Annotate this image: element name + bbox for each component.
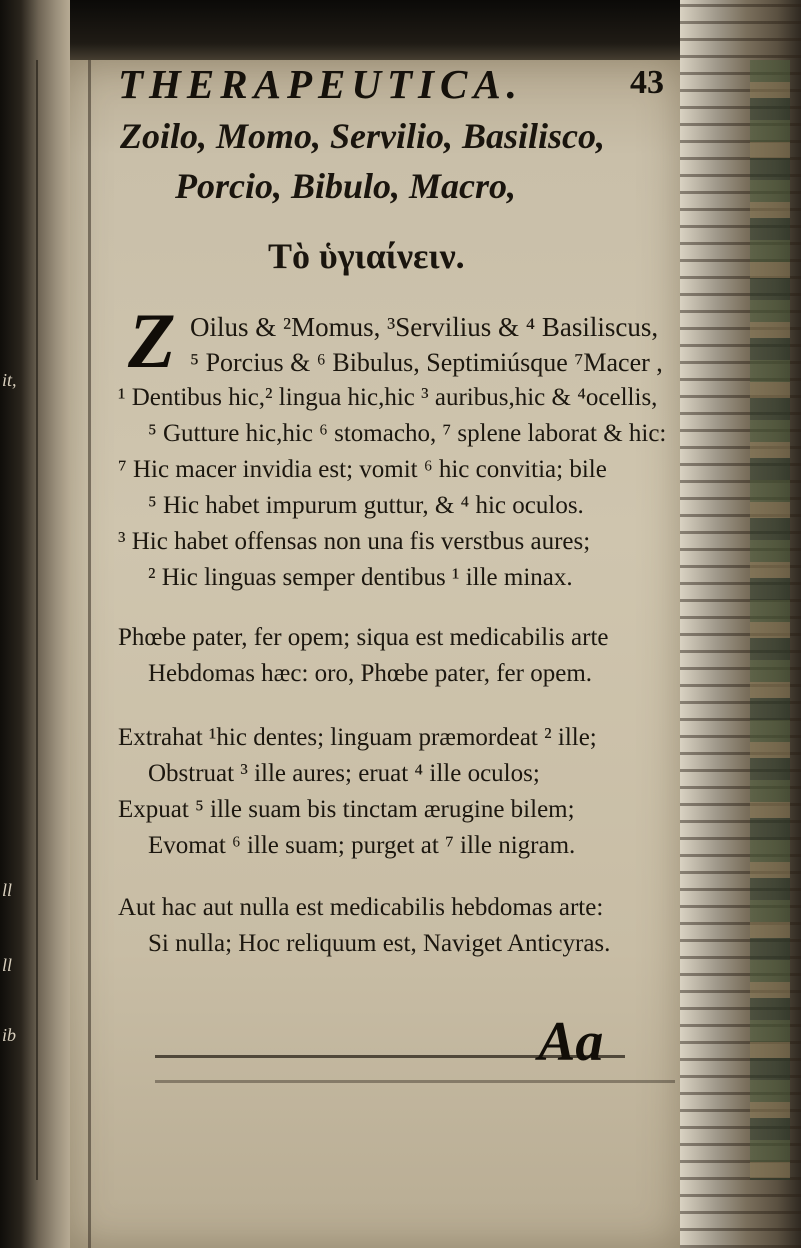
margin-note-4: ib [2, 1025, 17, 1045]
stanza1-line-2: ⁵ Porcius & ⁶ Bibulus, Septimiúsque ⁷Macer , [190, 348, 663, 377]
stanza2-line-1: Phœbe pater, fer opem; siqua est medicabilis arte [118, 624, 609, 651]
stanza3-line-2: Obstruat ³ ille aures; eruat ⁴ ille oculos; [148, 760, 540, 787]
right-book-edge [680, 0, 801, 1248]
stanza1-line-4: ⁵ Gutture hic,hic ⁶ stomacho, ⁷ splene laborat & hic: [148, 420, 667, 447]
page-gutter-line [88, 60, 91, 1248]
signature-mark: Aa [538, 1011, 604, 1073]
stanza4-line-1: Aut hac aut nulla est medicabilis hebdomas arte: [118, 894, 604, 921]
stanza1-line-1: Oilus & ²Momus, ³Servilius & ⁴ Basiliscus, [190, 312, 659, 342]
greek-heading: Τὸ ὑγιαίνειν. [268, 236, 465, 276]
page-number: 43 [630, 64, 664, 101]
bleed-through-rule-2 [155, 1080, 675, 1083]
stanza3-line-4: Evomat ⁶ ille suam; purget at ⁷ ille nigram. [148, 832, 576, 859]
stanza1-line-8: ² Hic linguas semper dentibus ¹ ille minax. [148, 564, 573, 591]
margin-note-3: ll [2, 955, 13, 975]
left-page-rule [36, 60, 38, 1180]
stanza1-line-6: ⁵ Hic habet impurum guttur, & ⁴ hic oculos. [148, 492, 584, 519]
dedication-line-1: Zoilo, Momo, Servilio, Basilisco, [120, 116, 606, 156]
dedication-line-2: Porcio, Bibulo, Macro, [175, 166, 517, 206]
margin-note-1: it, [2, 370, 17, 390]
book-spine-decoration [750, 60, 790, 1180]
drop-cap: Z [128, 297, 176, 384]
stanza4-line-2: Si nulla; Hoc reliquum est, Naviget Anticyras. [148, 930, 611, 957]
stanza1-line-7: ³ Hic habet offensas non una fis verstbus aures; [118, 528, 591, 555]
margin-note-2: ll [2, 880, 13, 900]
stanza1-line-5: ⁷ Hic macer invidia est; vomit ⁶ hic convitia; bile [118, 456, 607, 483]
stanza3-line-3: Expuat ⁵ ille suam bis tinctam ærugine bilem; [118, 796, 575, 823]
left-page-edge [0, 0, 70, 1248]
stanza3-line-1: Extrahat ¹hic dentes; linguam præmordeat ² ille; [118, 724, 597, 751]
stanza2-line-2: Hebdomas hæc: oro, Phœbe pater, fer opem. [148, 660, 593, 687]
running-head: THERAPEUTICA. [118, 61, 523, 107]
stanza1-line-3: ¹ Dentibus hic,² lingua hic,hic ³ auribus,hic & ⁴ocellis, [118, 384, 658, 411]
